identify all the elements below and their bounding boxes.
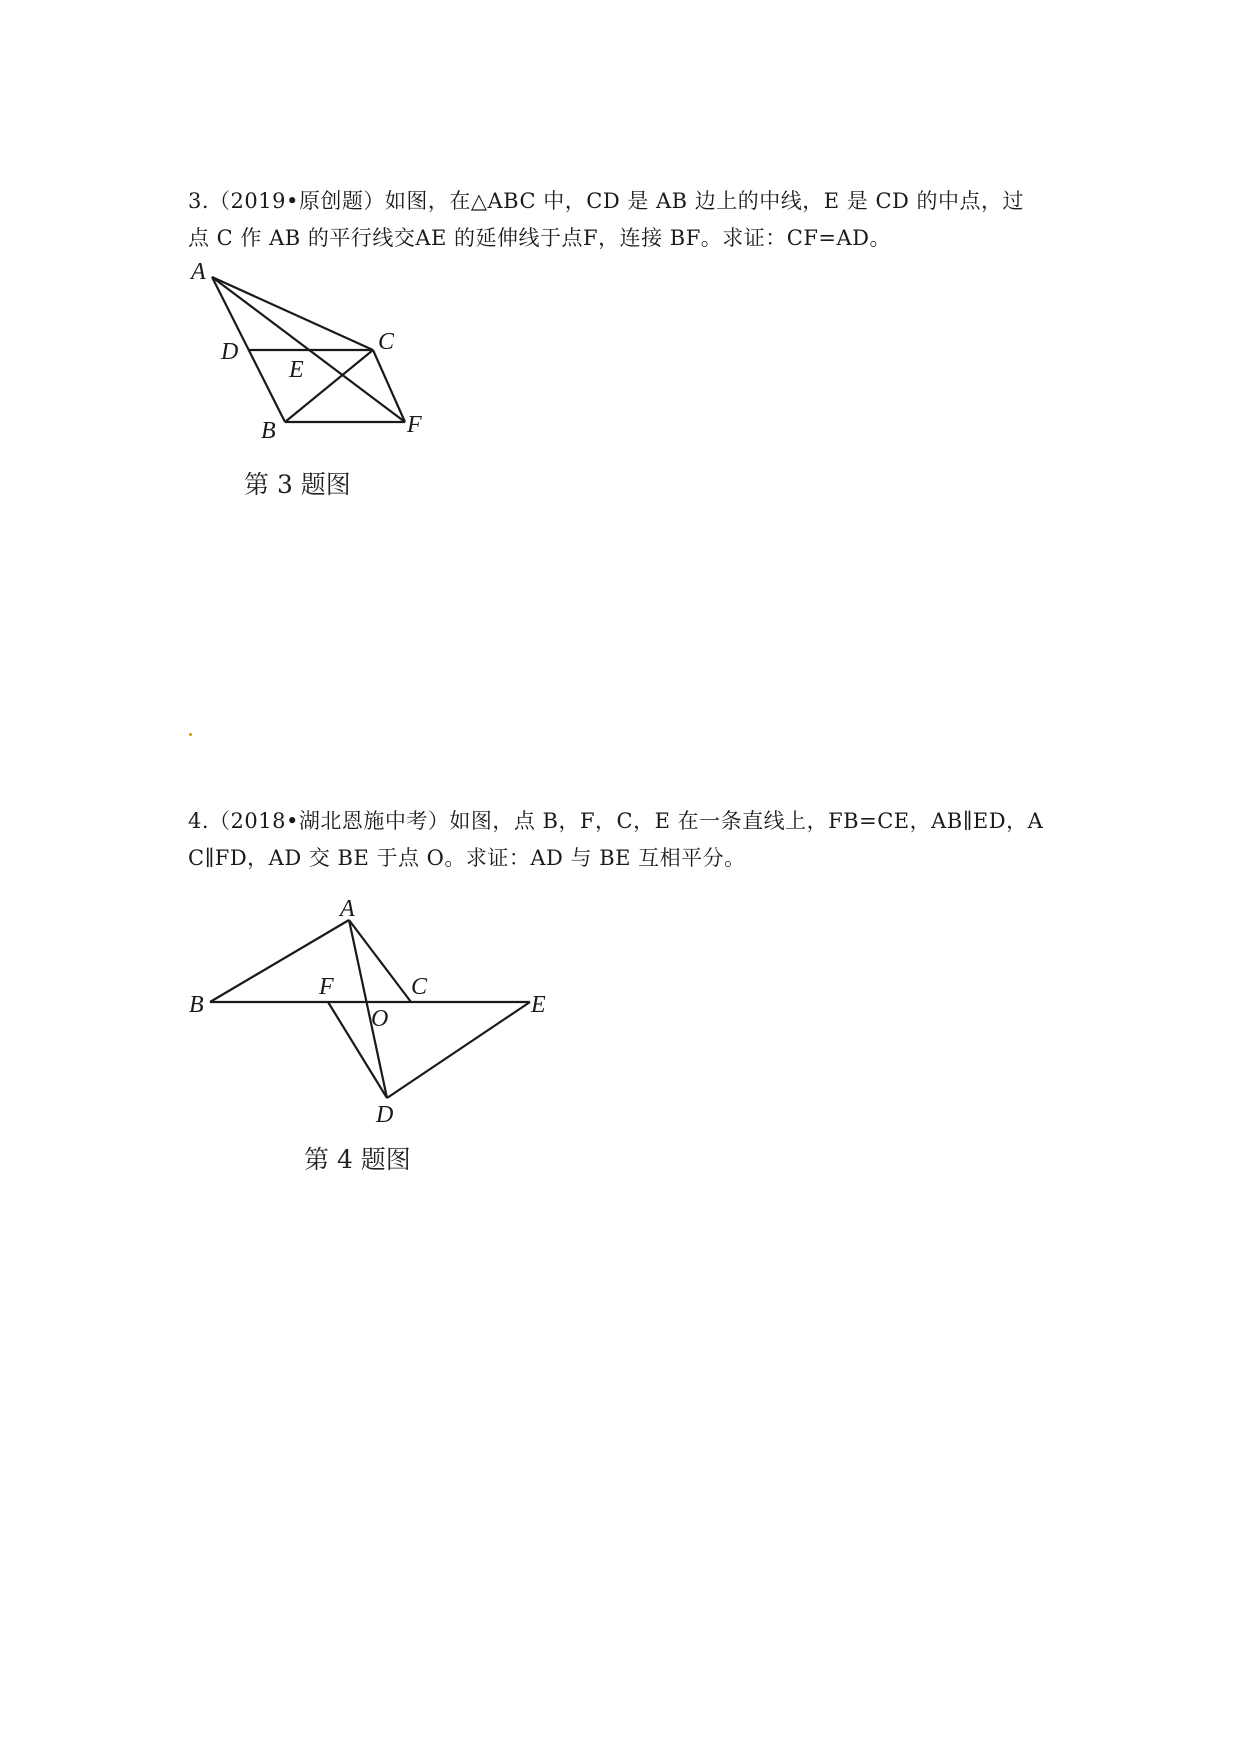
point-label-d: D [376, 1102, 394, 1128]
point-label-b: B [189, 992, 204, 1018]
segment-de [387, 1002, 530, 1098]
point-label-a: A [191, 259, 206, 285]
question-4-line-1: 4.（2018•湖北恩施中考）如图，点 B，F，C，E 在一条直线上，FB=CE，AB∥ED，A [188, 809, 1044, 833]
point-label-f: F [319, 974, 334, 1000]
question-4-figure-caption: 第 4 题图 [304, 1145, 411, 1174]
question-4-text [188, 803, 1068, 877]
question-4-figure [185, 890, 555, 1130]
question-3-line-2: 点 C 作 AB 的平行线交AE 的延伸线于点F，连接 BF。求证：CF=AD。 [188, 226, 892, 250]
point-label-c: C [411, 974, 428, 1000]
question-4-diagram [185, 890, 555, 1130]
point-label-e: E [289, 357, 304, 383]
question-3-text [188, 183, 1068, 257]
question-3-figure [185, 255, 445, 440]
question-3-line-1: 3.（2019•原创题）如图，在△ABC 中，CD 是 AB 边上的中线，E 是 CD 的中点，过 [188, 189, 1025, 213]
stray-mark [189, 733, 192, 736]
question-4-line-2: C∥FD，AD 交 BE 于点 O。求证：AD 与 BE 互相平分。 [188, 846, 746, 870]
point-label-d: D [221, 339, 239, 365]
point-label-f: F [407, 412, 422, 438]
question-3-figure-caption: 第 3 题图 [244, 470, 351, 499]
point-label-o: O [371, 1006, 389, 1032]
point-label-c: C [378, 329, 395, 355]
point-label-e: E [531, 992, 546, 1018]
point-label-a: A [340, 896, 355, 922]
point-label-b: B [261, 418, 276, 440]
question-3-diagram [185, 255, 445, 440]
